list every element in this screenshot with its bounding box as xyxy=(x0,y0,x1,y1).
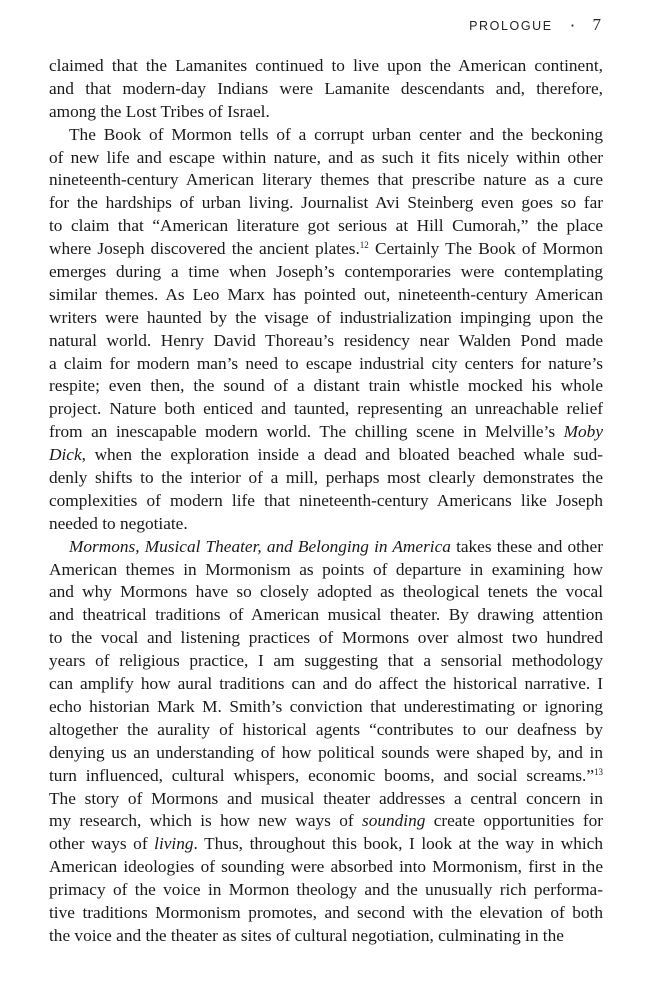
text-line xyxy=(49,375,603,398)
footnote-ref: 12 xyxy=(359,240,369,251)
text-run: The Book of Mormon tells of a corrupt urban center and the beckoning xyxy=(69,124,603,144)
text-run: denly shifts to the interior of a mill, perhaps most clearly demonstrates the xyxy=(49,468,603,488)
text-run: needed to negotiate. xyxy=(49,513,188,533)
text-run: denying us an understanding of how political sounds were shaped by, and in xyxy=(49,742,603,762)
italic-text: Dick xyxy=(49,445,82,465)
paragraph xyxy=(49,55,603,124)
text-run: a claim for modern man’s need to escape industrial city centers for nature’s xyxy=(49,353,603,373)
text-run: for the hardships of urban living. Journalist Avi Steinberg even goes so far xyxy=(49,193,603,213)
text-line xyxy=(49,833,603,856)
italic-text: Mormons, Musical Theater, and Belonging in America xyxy=(69,536,451,556)
text-line xyxy=(49,101,603,124)
text-run: emerges during a time when Joseph’s contemporaries were contemplating xyxy=(49,262,603,282)
text-line xyxy=(49,879,603,902)
text-line xyxy=(49,604,603,627)
text-line xyxy=(49,55,603,78)
text-line xyxy=(49,147,603,170)
text-run: American themes in Mormonism as points of departure in examining how xyxy=(49,559,603,579)
text-run: turn influenced, cultural whispers, economic booms, and social screams.” xyxy=(49,765,594,785)
text-run: and that modern-day Indians were Lamanite descendants and, therefore, xyxy=(49,78,603,98)
text-run: among the Lost Tribes of Israel. xyxy=(49,101,270,121)
text-run: similar themes. As Leo Marx has pointed out, nineteenth-century American xyxy=(49,284,603,304)
text-line xyxy=(49,353,603,376)
text-run: Certainly The Book of Mormon xyxy=(368,239,603,259)
text-run: takes these and other xyxy=(450,536,603,556)
text-run: , when the exploration inside a dead and bloated beached whale sud- xyxy=(81,445,603,465)
text-line xyxy=(49,261,603,284)
text-run: of new life and escape within nature, and as such it fits nicely within other xyxy=(49,147,603,167)
text-run: from an inescapable modern world. The chilling scene in Melville’s xyxy=(49,422,564,442)
text-run: . Thus, throughout this book, I look at the way in which xyxy=(193,834,603,854)
text-line xyxy=(49,330,603,353)
text-run: years of religious practice, I am suggesting that a sensorial methodology xyxy=(49,651,603,671)
paragraph xyxy=(49,124,603,536)
text-run: respite; even then, the sound of a distant train whistle mocked his whole xyxy=(49,376,603,396)
text-run: my research, which is how new ways of xyxy=(49,811,362,831)
text-line xyxy=(49,307,603,330)
text-run: natural world. Henry David Thoreau’s residency near Walden Pond made xyxy=(49,330,603,350)
text-line xyxy=(49,719,603,742)
text-line xyxy=(49,124,603,147)
text-run: complexities of modern life that nineteenth-century Americans like Joseph xyxy=(49,490,603,510)
text-line xyxy=(49,536,603,559)
text-line xyxy=(49,284,603,307)
footnote-ref: 13 xyxy=(594,766,603,777)
text-run: altogether the aurality of historical agents “contributes to our deafness by xyxy=(49,719,603,739)
body-text xyxy=(49,55,603,948)
text-run: to the vocal and listening practices of Mormons over almost two hundred xyxy=(49,628,603,648)
text-run: create opportunities for xyxy=(425,811,603,831)
text-run: echo historian Mark M. Smith’s conviction that underestimating or ignoring xyxy=(49,696,603,716)
text-line xyxy=(49,215,603,238)
text-line xyxy=(49,788,603,811)
text-line xyxy=(49,627,603,650)
text-line xyxy=(49,444,603,467)
page-number: 7 xyxy=(592,15,601,34)
text-line xyxy=(49,559,603,582)
text-run: and theatrical traditions of American musical theater. By drawing attention xyxy=(49,605,603,625)
text-line xyxy=(49,192,603,215)
text-run: The story of Mormons and musical theater addresses a central concern in xyxy=(49,788,603,808)
text-run: nineteenth-century American literary themes that prescribe nature as a cure xyxy=(49,170,603,190)
section-title: PROLOGUE xyxy=(469,19,553,33)
italic-text: Moby xyxy=(563,422,603,442)
text-run: to claim that “American literature got serious at Hill Cumorah,” the place xyxy=(49,216,603,236)
text-line xyxy=(49,765,603,788)
text-line xyxy=(49,650,603,673)
text-run: the voice and the theater as sites of cultural negotiation, culminating in the xyxy=(49,925,564,945)
text-line xyxy=(49,398,603,421)
text-line xyxy=(49,467,603,490)
text-run: claimed that the Lamanites continued to live upon the American continent, xyxy=(49,56,603,75)
text-run: project. Nature both enticed and taunted, representing an unreachable relief xyxy=(49,399,603,419)
text-line xyxy=(49,513,603,536)
text-run: American ideologies of sounding were absorbed into Mormonism, first in the xyxy=(49,857,603,877)
text-line xyxy=(49,810,603,833)
text-line xyxy=(49,78,603,101)
text-line xyxy=(49,490,603,513)
text-run: primacy of the voice in Mormon theology and the unusually rich performa- xyxy=(49,880,603,900)
text-run: other ways of xyxy=(49,834,155,854)
text-line xyxy=(49,581,603,604)
separator: · xyxy=(570,19,577,33)
running-head xyxy=(469,15,601,35)
text-line xyxy=(49,673,603,696)
text-run: tive traditions Mormonism promotes, and second with the elevation of both xyxy=(49,902,603,922)
text-line xyxy=(49,421,603,444)
text-run: writers were haunted by the visage of industrialization impinging upon the xyxy=(49,307,603,327)
text-line xyxy=(49,925,603,948)
text-line xyxy=(49,856,603,879)
italic-text: sounding xyxy=(361,811,426,831)
text-run: and why Mormons have so closely adopted as theological tenets the vocal xyxy=(49,582,603,602)
text-line xyxy=(49,169,603,192)
text-line xyxy=(49,238,603,261)
paragraph xyxy=(49,536,603,948)
text-run: where Joseph discovered the ancient plates. xyxy=(49,239,360,259)
text-run: can amplify how aural traditions can and do affect the historical narrative. I xyxy=(49,674,603,694)
text-line xyxy=(49,742,603,765)
text-line xyxy=(49,696,603,719)
text-line xyxy=(49,902,603,925)
italic-text: living xyxy=(154,834,194,854)
